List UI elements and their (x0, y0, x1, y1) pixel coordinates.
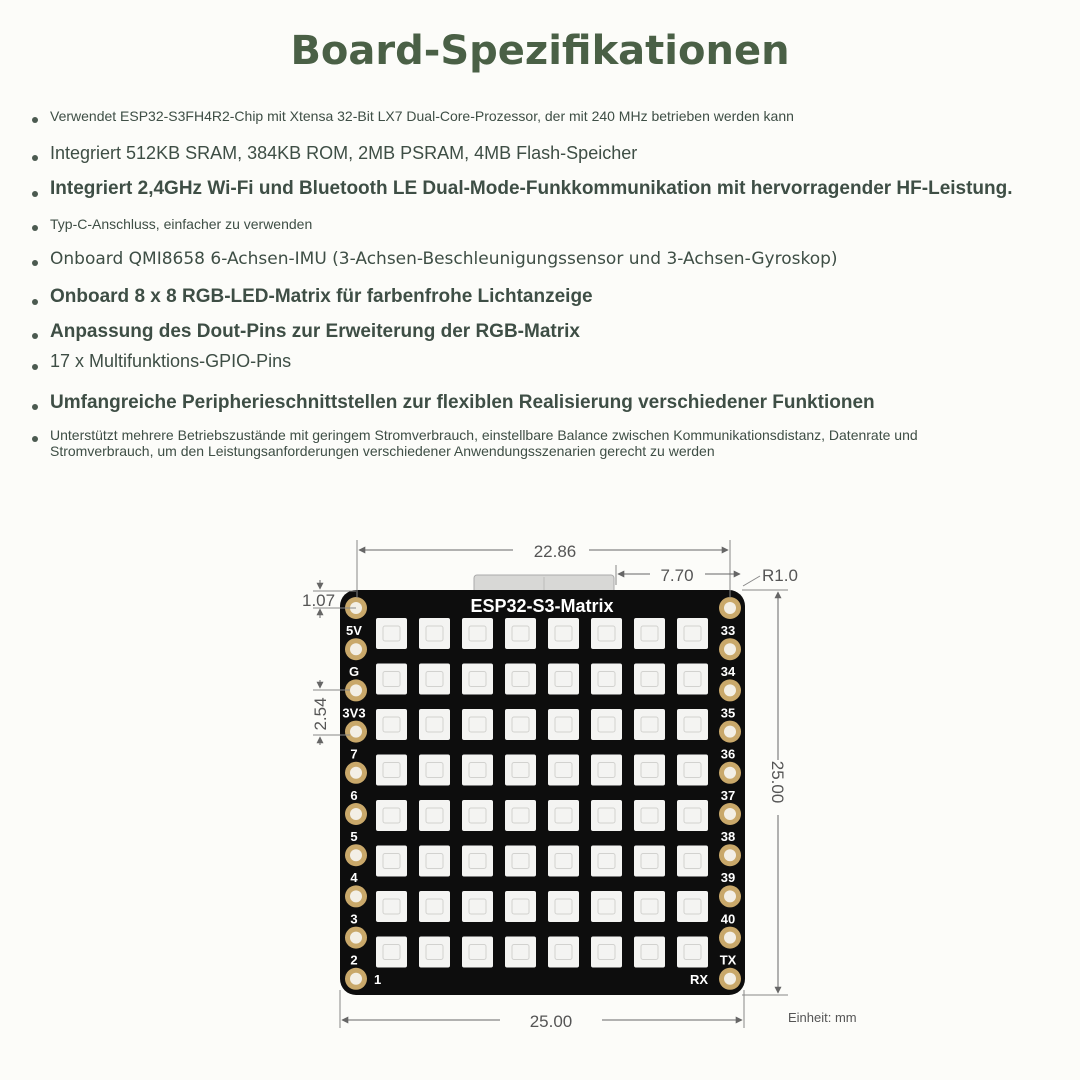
spec-item: Typ-C-Anschluss, einfacher zu verwenden (50, 216, 313, 232)
rgb-led (591, 846, 622, 877)
rgb-led (677, 846, 708, 877)
spec-item: Onboard 8 x 8 RGB-LED-Matrix für farbenfrohe Lichtanzeige (50, 286, 593, 307)
pin-label: TX (719, 952, 737, 968)
rgb-led (462, 618, 493, 649)
pin-hole (350, 684, 362, 696)
rgb-led (548, 891, 579, 922)
pin-hole (724, 643, 736, 655)
pin-label: 3V3 (342, 705, 366, 721)
rgb-led (548, 709, 579, 740)
rgb-led (419, 755, 450, 786)
pin-label: 2 (350, 952, 358, 968)
rgb-led (376, 664, 407, 695)
pcb-board (340, 590, 745, 995)
rgb-led (505, 755, 536, 786)
dim-usb-offset: 7.70 (660, 566, 694, 585)
rgb-led (419, 709, 450, 740)
dim-pin-pitch: 2.54 (311, 697, 330, 731)
pin-hole (724, 808, 736, 820)
pin-hole (724, 726, 736, 738)
pin-label: 6 (350, 787, 358, 803)
rgb-led (419, 800, 450, 831)
rgb-led (548, 664, 579, 695)
pin-label: 4 (350, 870, 358, 886)
rgb-led (419, 846, 450, 877)
page-title: Board-Spezifikationen (290, 28, 790, 74)
rgb-led (634, 891, 665, 922)
pin-hole (724, 684, 736, 696)
pin-label: 3 (350, 911, 358, 927)
rgb-led (419, 618, 450, 649)
pin-label: 1 (374, 971, 382, 987)
rgb-led (548, 937, 579, 968)
spec-item: Integriert 512KB SRAM, 384KB ROM, 2MB PSRAM, 4MB Flash-Speicher (50, 143, 638, 163)
pin-label: 5V (346, 623, 362, 638)
rgb-led (634, 618, 665, 649)
pin-hole (724, 602, 736, 614)
rgb-led (462, 891, 493, 922)
rgb-led (634, 709, 665, 740)
pin-label: G (348, 664, 360, 680)
rgb-led (505, 891, 536, 922)
rgb-led (591, 891, 622, 922)
rgb-led (591, 755, 622, 786)
rgb-led (677, 755, 708, 786)
rgb-led (462, 755, 493, 786)
rgb-led (634, 846, 665, 877)
rgb-led (505, 937, 536, 968)
pin-hole (350, 890, 362, 902)
dim-top-width: 22.86 (533, 542, 577, 561)
spec-item: Unterstützt mehrere Betriebszustände mit geringem Stromverbrauch, einstellbare Balance zwischen Kommunikationsdistanz, Datenrate und Stromverbrauch, um den Leistungsanforderungen verschiedener Anwendungsszenarien gerecht zu werden (50, 427, 918, 459)
spec-item: Onboard QMI8658 6-Achsen-IMU (3-Achsen-Beschleunigungssensor und 3-Achsen-Gyroskop) (50, 249, 838, 269)
pin-label: 34 (720, 664, 736, 680)
rgb-led (591, 937, 622, 968)
spec-item: Anpassung des Dout-Pins zur Erweiterung der RGB-Matrix (50, 321, 580, 342)
pin-label: 7 (350, 746, 358, 762)
rgb-led (419, 891, 450, 922)
dim-bottom-width: 25.00 (529, 1012, 573, 1031)
rgb-led (634, 755, 665, 786)
rgb-led (376, 846, 407, 877)
pin-hole (350, 643, 362, 655)
rgb-led (462, 709, 493, 740)
pin-hole (724, 767, 736, 779)
spec-item: Integriert 2,4GHz Wi-Fi und Bluetooth LE Dual-Mode-Funkkommunikation mit hervorragender HF-Leistung. (50, 178, 1013, 199)
rgb-led (376, 891, 407, 922)
pin-label: 37 (720, 787, 736, 803)
pin-hole (350, 973, 362, 985)
spec-item: Umfangreiche Peripherieschnittstellen zur flexiblen Realisierung verschiedener Funktionen (50, 392, 875, 413)
rgb-led (462, 846, 493, 877)
rgb-led (505, 709, 536, 740)
pin-hole (350, 726, 362, 738)
pin-label: 35 (720, 705, 736, 721)
rgb-led (505, 846, 536, 877)
rgb-led (591, 664, 622, 695)
pin-label: RX (689, 971, 708, 987)
rgb-led (376, 937, 407, 968)
pin-label: 39 (720, 870, 736, 886)
rgb-led (548, 755, 579, 786)
pin-hole (724, 890, 736, 902)
rgb-led (548, 618, 579, 649)
rgb-led (548, 846, 579, 877)
rgb-led (677, 937, 708, 968)
pin-hole (350, 932, 362, 944)
rgb-led (376, 618, 407, 649)
pin-hole (724, 849, 736, 861)
rgb-led (591, 709, 622, 740)
rgb-led (505, 800, 536, 831)
pin-hole (350, 849, 362, 861)
rgb-led (634, 800, 665, 831)
rgb-led (548, 800, 579, 831)
pin-label: 5 (350, 829, 358, 844)
dim-pin-edge: 1.07 (302, 591, 336, 610)
pin-hole (350, 767, 362, 779)
rgb-led (505, 618, 536, 649)
dim-corner-radius: R1.0 (762, 566, 798, 585)
pin-hole (724, 973, 736, 985)
rgb-led (634, 937, 665, 968)
spec-item: Verwendet ESP32-S3FH4R2-Chip mit Xtensa 32-Bit LX7 Dual-Core-Prozessor, der mit 240 MHz betrieben werden kann (50, 108, 794, 124)
pin-hole (350, 808, 362, 820)
rgb-led (677, 800, 708, 831)
rgb-led (419, 937, 450, 968)
rgb-led (462, 937, 493, 968)
rgb-led (376, 755, 407, 786)
rgb-led (376, 800, 407, 831)
rgb-led (505, 664, 536, 695)
rgb-led (462, 664, 493, 695)
pin-hole (724, 932, 736, 944)
rgb-led (677, 664, 708, 695)
rgb-led (462, 800, 493, 831)
rgb-led (419, 664, 450, 695)
spec-item: 17 x Multifunktions-GPIO-Pins (50, 351, 292, 371)
dim-height: 25.00 (768, 760, 787, 804)
rgb-led (376, 709, 407, 740)
unit-label: Einheit: mm (788, 1010, 857, 1025)
rgb-led (677, 618, 708, 649)
rgb-led (677, 891, 708, 922)
rgb-led (591, 618, 622, 649)
rgb-led (634, 664, 665, 695)
pin-label: 38 (720, 829, 736, 844)
rgb-led (591, 800, 622, 831)
pin-label: 36 (720, 746, 736, 762)
pin-label: 40 (720, 911, 736, 927)
pin-label: 33 (720, 623, 736, 638)
rgb-led (677, 709, 708, 740)
board-name: ESP32-S3-Matrix (470, 596, 614, 616)
